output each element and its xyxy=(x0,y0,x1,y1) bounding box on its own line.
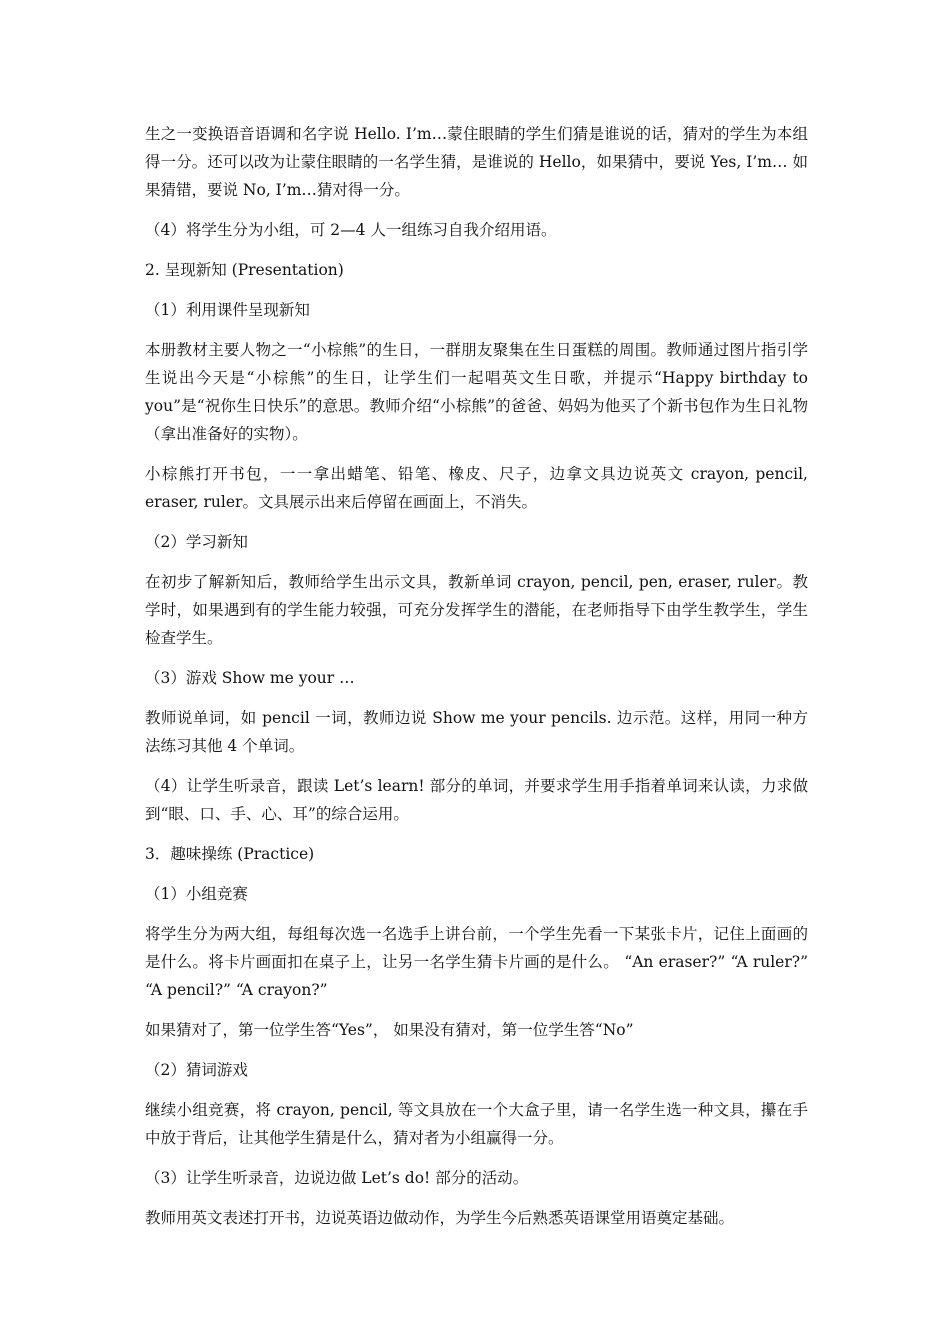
paragraph-schoolbag-items: 小棕熊打开书包，一一拿出蜡笔、铅笔、橡皮、尺子，边拿文具边说英文 crayon, pencil, eraser, ruler。文具展示出来后停留在画面上，不消失。 xyxy=(145,465,808,511)
paragraph-card-guessing: 将学生分为两大组，每组每次选一名选手上讲台前，一个学生先看一下某张卡片，记住上面画的是什么。将卡片画面扣在桌子上，让另一名学生猜卡片画的是什么。 “An eraser?” “A ruler?” “A pencil?” “A crayon?” xyxy=(145,925,808,999)
subheading-show-me-game: （3）游戏 Show me your … xyxy=(145,669,355,687)
heading-practice: 3．趣味操练 (Practice) xyxy=(145,845,315,863)
subheading-lets-do: （3）让学生听录音，边说边做 Let’s do! 部分的活动。 xyxy=(145,1169,529,1187)
paragraph-game-hello-continued: 生之一变换语音语调和名字说 Hello. I’m…蒙住眼睛的学生们猜是谁说的话，猜对的学生为本组得一分。还可以改为让蒙住眼睛的一名学生猜，是谁说的 Hello，如果猜中，要说 Yes, I’m… 如果猜错，要说 No, I’m…猜对得一分。 xyxy=(145,125,808,199)
paragraph-box-game: 继续小组竞赛，将 crayon, pencil, 等文具放在一个大盒子里，请一名学生选一种文具，攥在手中放于背后，让其他学生猜是什么，猜对者为小组赢得一分。 xyxy=(145,1101,808,1147)
paragraph-classroom-language: 教师用英文表述打开书，边说英语边做动作，为学生今后熟悉英语课堂用语奠定基础。 xyxy=(145,1209,735,1227)
subheading-learn-new: （2）学习新知 xyxy=(145,533,248,551)
paragraph-listen-lets-learn: （4）让学生听录音，跟读 Let’s learn! 部分的单词，并要求学生用手指着单词来认读，力求做到“眼、口、手、心、耳”的综合运用。 xyxy=(145,777,808,823)
document-page xyxy=(145,120,808,1244)
subheading-guess-word-game: （2）猜词游戏 xyxy=(145,1061,248,1079)
subheading-group-contest: （1）小组竞赛 xyxy=(145,885,248,903)
paragraph-yes-no-answer: 如果猜对了，第一位学生答“Yes”， 如果没有猜对，第一位学生答“No” xyxy=(145,1021,634,1039)
paragraph-teach-words: 在初步了解新知后，教师给学生出示文具，教新单词 crayon, pencil, pen, eraser, ruler。教学时，如果遇到有的学生能力较强，可充分发挥学生的潜能，在老师指导下由学生教学生，学生检查学生。 xyxy=(145,573,808,647)
paragraph-little-bear-birthday: 本册教材主要人物之一“小棕熊”的生日，一群朋友聚集在生日蛋糕的周围。教师通过图片指引学生说出今天是“小棕熊”的生日，让学生们一起唱英文生日歌，并提示“Happy birthday to you”是“祝你生日快乐”的意思。教师介绍“小棕熊”的爸爸、妈妈为他买了个新书包作为生日礼物（拿出准备好的实物）。 xyxy=(145,341,808,443)
heading-presentation: 2. 呈现新知 (Presentation) xyxy=(145,261,344,279)
subheading-courseware: （1）利用课件呈现新知 xyxy=(145,301,310,319)
paragraph-show-me-demo: 教师说单词，如 pencil 一词，教师边说 Show me your pencils. 边示范。这样，用同一种方法练习其他 4 个单词。 xyxy=(145,709,808,755)
paragraph-step-4-groups: （4）将学生分为小组，可 2—4 人一组练习自我介绍用语。 xyxy=(145,221,557,239)
